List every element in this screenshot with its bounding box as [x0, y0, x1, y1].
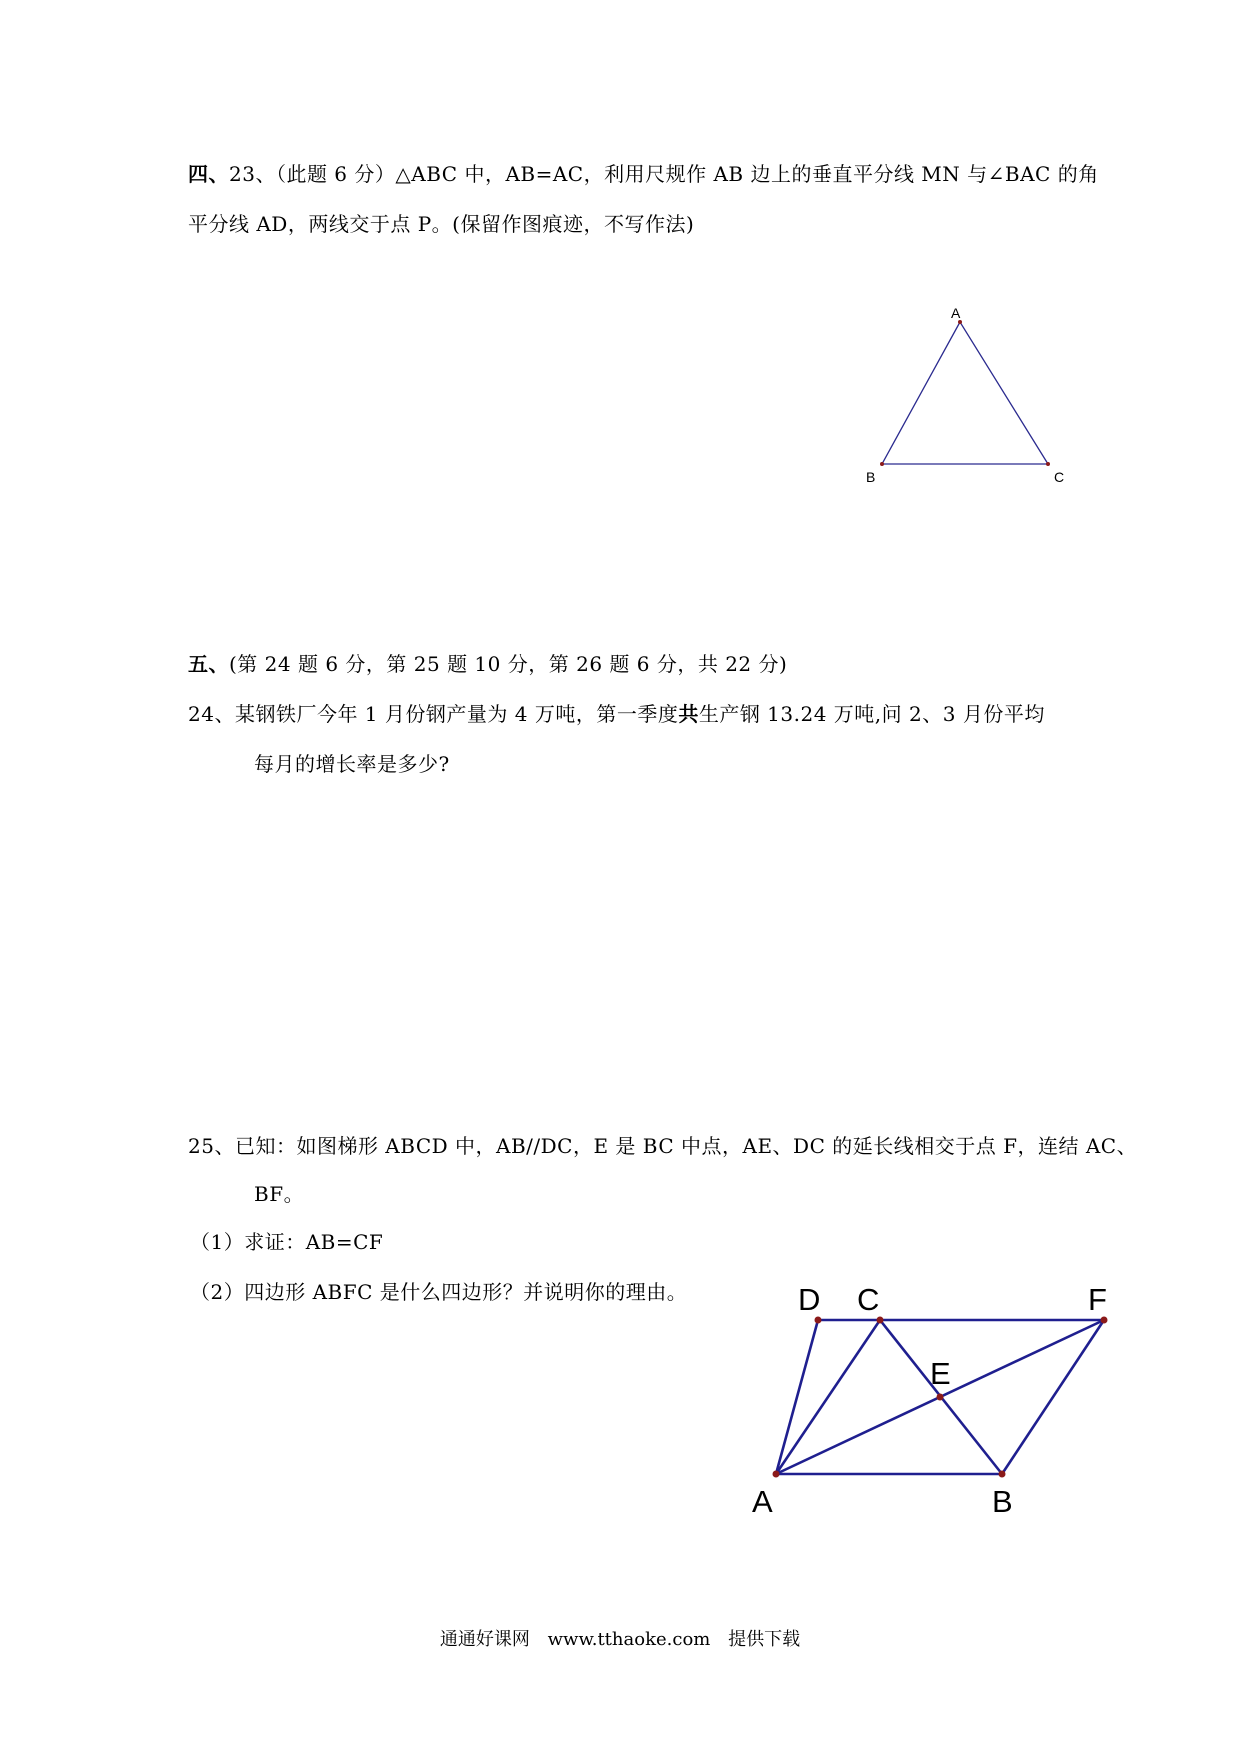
- q24-text-bold: 共: [678, 702, 699, 726]
- footer-suffix: 提供下载: [728, 1629, 801, 1650]
- label-c: C: [1054, 469, 1065, 485]
- point-d: [815, 1317, 822, 1324]
- point-e: [937, 1394, 944, 1401]
- q23-line-2: 平分线 AD，两线交于点 P。(保留作图痕迹，不写作法): [188, 212, 695, 236]
- segment-ad: [776, 1320, 818, 1474]
- q23-section-label: 四、: [188, 162, 229, 186]
- label-b: B: [992, 1484, 1013, 1519]
- point-c: [877, 1317, 884, 1324]
- label-b: B: [866, 469, 876, 485]
- label-d: D: [798, 1282, 821, 1317]
- q25-line-2: BF。: [254, 1182, 305, 1206]
- label-e: E: [930, 1356, 951, 1391]
- q25-part-2: （2）四边形 ABFC 是什么四边形？并说明你的理由。: [190, 1280, 688, 1304]
- q25-line-1: 25、已知：如图梯形 ABCD 中，AB//DC，E 是 BC 中点，AE、DC 的延长线相交于点 F，连结 AC、: [188, 1134, 1138, 1158]
- q24-line-2: 每月的增长率是多少?: [254, 752, 450, 776]
- footer-site-name: 通通好课网: [439, 1629, 530, 1650]
- q25-part-1: （1）求证：AB=CF: [190, 1230, 384, 1254]
- point-a: [773, 1471, 780, 1478]
- q24-text-b: 生产钢 13.24 万吨,问 2、3 月份平均: [698, 702, 1045, 726]
- section-5-text: (第 24 题 6 分，第 25 题 10 分，第 26 题 6 分，共 22 分): [229, 652, 788, 676]
- page-footer: [0, 1628, 1240, 1652]
- q24-text-a: 24、某钢铁厂今年 1 月份钢产量为 4 万吨，第一季度: [188, 702, 679, 726]
- footer-url: www.tthaoke.com: [547, 1629, 711, 1650]
- section-5-label: 五、: [188, 652, 229, 676]
- point-f: [1101, 1317, 1108, 1324]
- label-f: F: [1088, 1282, 1107, 1317]
- q23-text-1: 23、（此题 6 分）△ABC 中，AB=AC，利用尺规作 AB 边上的垂直平分线 MN 与∠BAC 的角: [229, 162, 1099, 186]
- label-c: C: [857, 1282, 880, 1317]
- point-b: [999, 1471, 1006, 1478]
- label-a: A: [951, 305, 961, 321]
- label-a: A: [752, 1484, 773, 1519]
